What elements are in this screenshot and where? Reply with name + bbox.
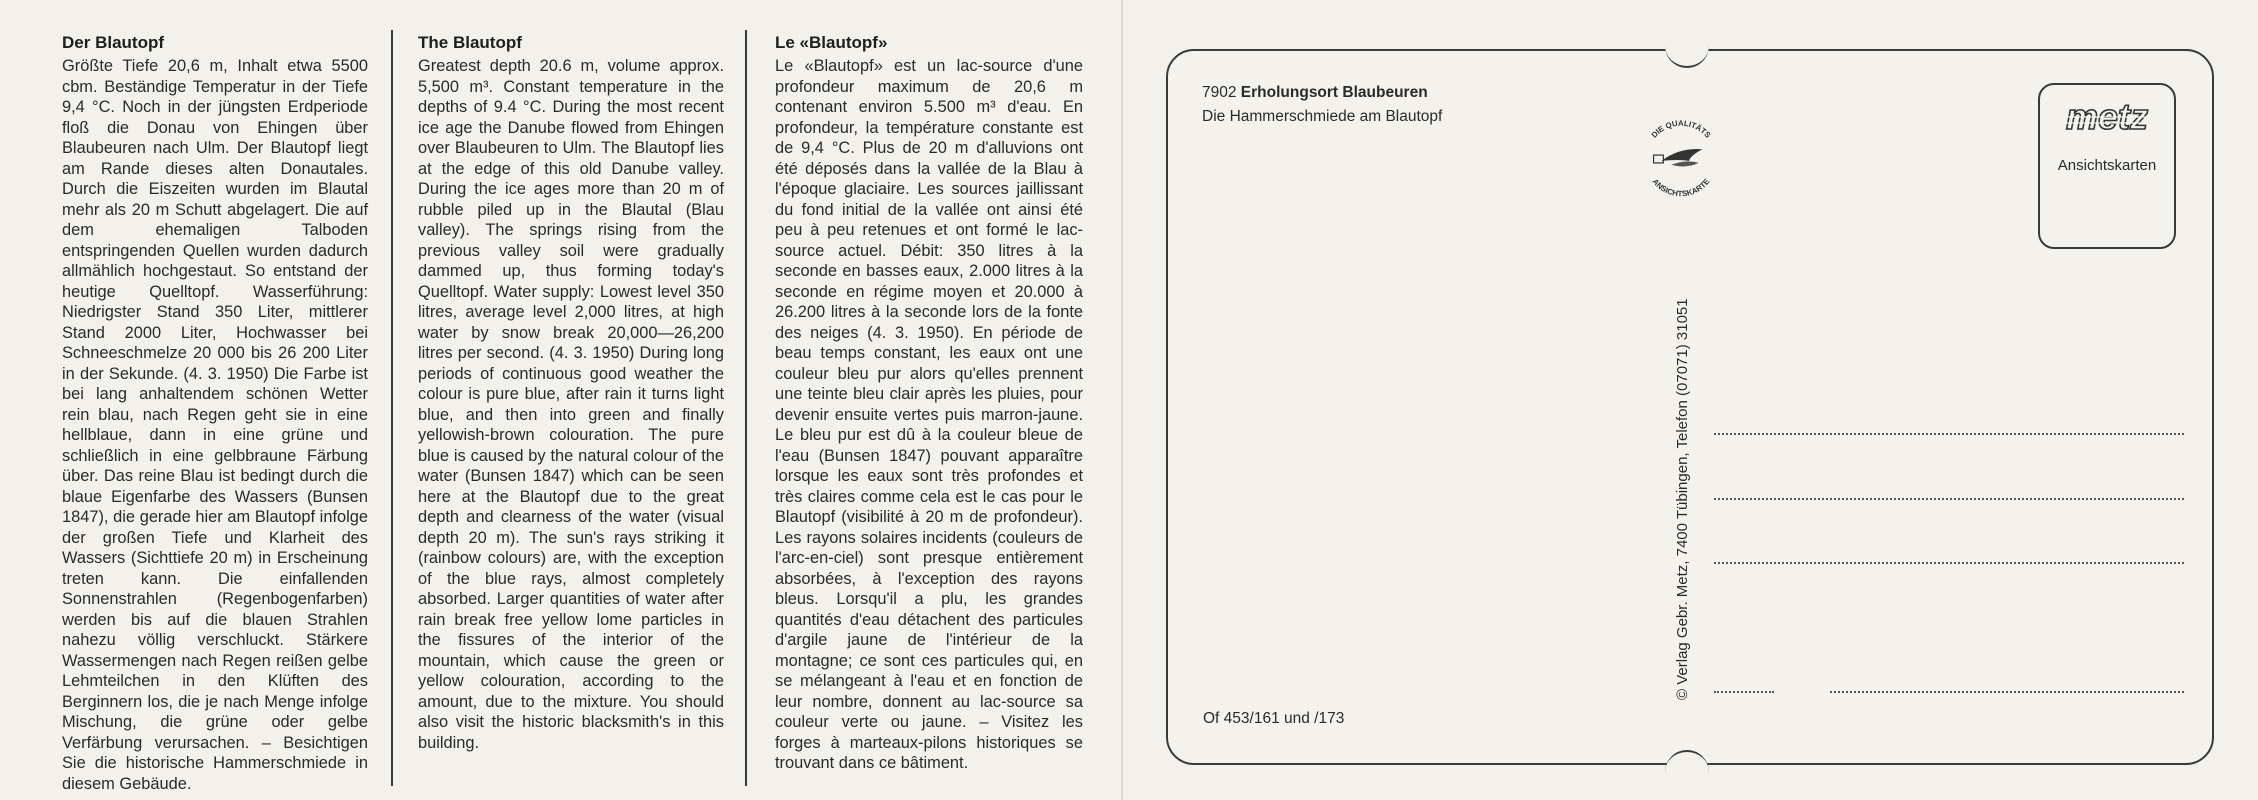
french-heading: Le «Blautopf» — [775, 33, 888, 52]
english-heading: The Blautopf — [418, 33, 522, 52]
address-line — [1714, 691, 1774, 693]
stamp-label: Ansichtskarten — [2057, 157, 2157, 174]
metz-logo-text: metz — [2065, 97, 2149, 137]
german-column — [62, 32, 368, 794]
metz-logo — [2048, 97, 2166, 137]
fold-line — [1121, 0, 1123, 800]
seal-text-top: DIE QUALITÄTS — [1649, 118, 1713, 140]
english-column — [418, 32, 724, 753]
address-line — [1830, 691, 2184, 693]
address-line — [1714, 433, 2184, 435]
svg-text:ANSICHTSKARTE — [1651, 177, 1712, 198]
english-text: Greatest depth 20.6 m, volume approx. 5,500 m³. Constant temperature in the depths of 9.4 °C. During the most recent ice age the Danube flowed from Ehingen over Blaubeuren to Ulm. The Blautopf lies at the edge of this old Danube valley. During the ice ages more than 20 m of rubble piled up in the Blautal (Blau valley). The springs rising from the previous valley soil were gradually dammed up, thus forming today's Quelltopf. Water supply: Lowest level 350 litres, average level 2,000 litres, at high water by snow break 20,000—26,200 litres per second. (4. 3. 1950) During long periods of continuous good weather the colour is pure blue, after rain it turns light blue, and then into green and finally yellowish-brown colouration. The pure blue is caused by the natural colour of the water (Bunsen 1847) which can be seen here at the Blautopf due to the great depth and clearness of the water (visual depth 20 m). The sun's rays striking it (rainbow colours) are, with the exception of the blue rays, almost completely absorbed. Larger quantities of water after rain break free yellow lome particles in the fissures of the interior of the mountain, which cause the green or yellow colouration, according to the amount, due to the mixture. You should also visit the historic blacksmith's in this building. — [418, 57, 724, 752]
column-divider — [391, 30, 393, 786]
card-subtitle: Die Hammerschmiede am Blautopf — [1202, 108, 1443, 125]
publisher-text: © Verlag Gebr. Metz, 7400 Tübingen, Telefon (07071) 31051 — [1674, 298, 1691, 700]
address-line — [1714, 562, 2184, 564]
card-code: Of 453/161 und /173 — [1203, 710, 1345, 727]
address-line — [1714, 498, 2184, 500]
quality-seal-icon — [1632, 110, 1730, 208]
seal-text-bottom: ANSICHTSKARTE — [1650, 176, 1712, 199]
french-column — [775, 32, 1083, 774]
french-text: Le «Blautopf» est un lac-source d'une profondeur maximum de 20,6 m contenant environ 5.500 m³ d'eau. En profondeur, la température constante est de 9,4 °C. Plus de 20 m d'alluvions ont été déposés dans la vallée de la Blau à l'époque glaciaire. Les sources jaillissant du fond initial de la vallée ont ainsi été peu à peu retenues et ont formé le lac-source actuel. Débit: 350 litres à la seconde en basses eaux, 2.000 litres à la seconde en régime moyen et 20.000 à 26.200 litres à la seconde lors de la fonte des neiges (4. 3. 1950). En période de beau temps constant, les eaux ont une couleur bleu pur alors qu'elles prennent une teinte bleu clair après les pluies, pour devenir ensuite vertes puis marron-jaune. Le bleu pur est dû à la couleur bleue de l'eau (Bunsen 1847) pouvant apparaître lorsque les eaux sont très profondes et très claires comme cela est le cas pour le Blautopf (visibilité à 20 m de profondeur). Les rayons solaires incidents (couleurs de l'arc-en-ciel) sont presque entièrement absorbées, à l'exception des rayons bleus. Lorsqu'il a plu, les grandes quantités d'eau détachent des particules d'argile jaune de l'intérieur de la montagne; ce sont ces particules qui, en se mélangeant à l'eau et en fonction de leur nombre, donnent au lac-source sa couleur verte ou jaune. – Visitez les forges à marteaux-pilons historiques se trouvant dans ce bâtiment. — [775, 57, 1083, 772]
german-heading: Der Blautopf — [62, 33, 164, 52]
german-text: Größte Tiefe 20,6 m, Inhalt etwa 5500 cbm. Beständige Temperatur in der Tiefe 9,4 °C. Noch in der jüngsten Erdperiode floß die Donau von Ehingen über Blaubeuren nach Ulm. Der Blautopf liegt am Rande dieses alten Donautales. Durch die Eiszeiten wurden im Blautal mehr als 20 m Schutt abgelagert. Die auf dem ehemaligen Talboden entspringenden Quellen wurden dadurch allmählich hochgestaut. So entstand der heutige Quelltopf. Wasserführung: Niedrigster Stand 350 Liter, mittlerer Stand 2000 Liter, Hochwasser bei Schneeschmelze 20 000 bis 26 200 Liter in der Sekunde. (4. 3. 1950) Die Farbe ist bei lang anhaltendem schönen Wetter rein blau, nach Regen geht sie in eine hellblaue, dann in eine grüne und schließlich in eine gelbbraune Färbung über. Das reine Blau ist bedingt durch die blaue Eigenfarbe des Wassers (Bunsen 1847), die gerade hier am Blautopf infolge der großen Tiefe und Klarheit des Wassers (Sichttiefe 20 m) in Erscheinung treten kann. Die einfallenden Sonnenstrahlen (Regenbogenfarben) werden bis auf die blauen Strahlen nahezu völlig verschluckt. Stärkere Wassermengen nach Regen reißen gelbe Lehmteilchen in den Klüften des Berginnern los, die je nach Menge infolge Mischung, die grüne oder gelbe Verfärbung verursachen. – Besichtigen Sie die historische Hammerschmiede in diesem Gebäude. — [62, 57, 368, 793]
column-divider — [745, 30, 747, 786]
svg-text:DIE QUALITÄTS — [1650, 119, 1713, 140]
card-number: 7902 — [1202, 84, 1237, 101]
card-place: Erholungsort Blaubeuren — [1240, 84, 1428, 101]
stamp-box — [2038, 83, 2176, 249]
card-title — [1202, 84, 1428, 102]
